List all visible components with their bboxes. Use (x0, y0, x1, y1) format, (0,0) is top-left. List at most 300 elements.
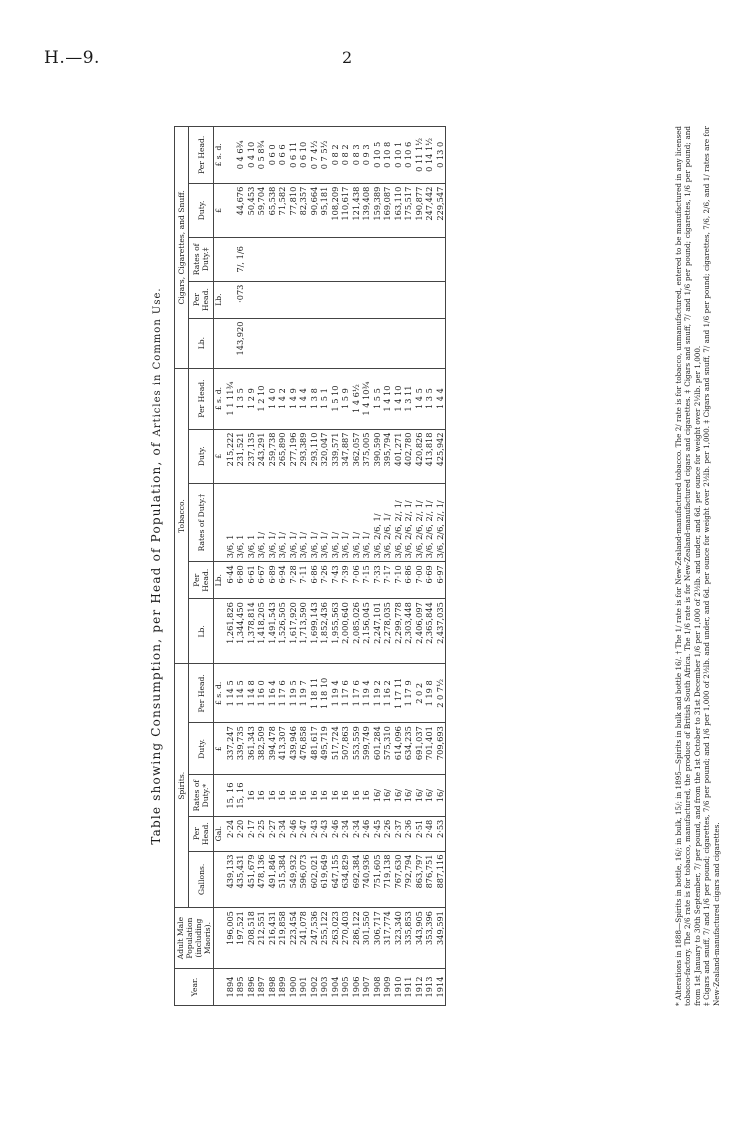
table-cell: 16/ (382, 775, 393, 816)
table-cell: 2·27 (267, 816, 278, 851)
table-cell: 1 1 11¾ (225, 368, 236, 429)
col-tobacco-duty: Duty. (189, 429, 214, 483)
table-cell (330, 281, 341, 318)
table-title-main: Table showing Consumption, per Head of Population, of (149, 441, 163, 845)
table-cell: 1898 (267, 969, 278, 1006)
unit-pound: £ (214, 429, 225, 483)
table-cell: 1 4 6½ (351, 368, 362, 429)
table-cell: 2·26 (382, 816, 393, 851)
table-cell (309, 238, 320, 282)
table-cell: 1911 (403, 969, 414, 1006)
table-cell: 575,310 (382, 723, 393, 775)
table-cell: 1902 (309, 969, 320, 1006)
table-cell: 2·43 (319, 816, 330, 851)
table-cell: 6·89 (267, 562, 278, 599)
table-cell: 190,877 (414, 183, 425, 237)
table-cell (372, 318, 383, 368)
table-title-tail: Articles in Common Use. (152, 287, 163, 437)
table-cell: 2·53 (435, 816, 446, 851)
table-cell (403, 318, 414, 368)
col-tobacco-per-head: Per Head. (189, 562, 214, 599)
table-cell (330, 318, 341, 368)
table-cell (414, 318, 425, 368)
table-cell: 16/ (372, 775, 383, 816)
table-cell: 3/6, 2/6, 1/ (382, 483, 393, 561)
table-cell: 6·61 (246, 562, 257, 599)
table-cell: 1907 (361, 969, 372, 1006)
table-cell: 3/6, 1/ (256, 483, 267, 561)
table-cell: 259,738 (267, 429, 278, 483)
table-cell: 1905 (340, 969, 351, 1006)
table-cell: 0 10 1 (393, 127, 404, 184)
table-row (340, 127, 351, 1006)
table-cell: 0 10 6 (403, 127, 414, 184)
table-cell: 1 16 0 (256, 664, 267, 723)
table-cell: 59,704 (256, 183, 267, 237)
table-cell: 231,521 (235, 429, 246, 483)
table-cell: 1,526,505 (277, 599, 288, 664)
table-cell: 2,247,101 (372, 599, 383, 664)
units-row (214, 127, 225, 1006)
table-cell: 1906 (351, 969, 362, 1006)
table-cell: 208,518 (246, 908, 257, 969)
table-cell: 2·37 (393, 816, 404, 851)
table-cell: 196,005 (225, 908, 236, 969)
table-cell: 3/6, 1/ (298, 483, 309, 561)
table-cell: 1,261,826 (225, 599, 236, 664)
table-cell: 6·86 (403, 562, 414, 599)
table-cell (256, 318, 267, 368)
table-cell: 110,617 (340, 183, 351, 237)
table-cell: 71,582 (277, 183, 288, 237)
table-cell (382, 238, 393, 282)
table-row (235, 127, 246, 1006)
table-cell (309, 281, 320, 318)
table-cell: 215,222 (225, 429, 236, 483)
table-cell (319, 238, 330, 282)
table-cell: 320,047 (319, 429, 330, 483)
table-cell: 375,005 (361, 429, 372, 483)
table-cell: 7·33 (372, 562, 383, 599)
table-cell: 1 3 8 (309, 368, 320, 429)
table-cell: 2·24 (225, 816, 236, 851)
table-cell (414, 238, 425, 282)
table-cell: 3/6, 1/ (288, 483, 299, 561)
table-cell (372, 238, 383, 282)
table-row (288, 127, 299, 1006)
table-cell: 361,343 (246, 723, 257, 775)
table-cell (277, 281, 288, 318)
table-row (330, 127, 341, 1006)
col-spirits-per-head: Per Head. (189, 816, 214, 851)
page-number: 2 (342, 48, 353, 67)
unit-lsd: £ s. d. (214, 664, 225, 723)
table-cell: 7·11 (298, 562, 309, 599)
table-cell: 1894 (225, 969, 236, 1006)
table-cell: 701,401 (424, 723, 435, 775)
table-row (414, 127, 425, 1006)
table-cell (298, 318, 309, 368)
table-cell (288, 318, 299, 368)
table-cell: 507,863 (340, 723, 351, 775)
table-cell (424, 318, 435, 368)
table-cell (424, 238, 435, 282)
table-cell: 709,693 (435, 723, 446, 775)
table-cell (340, 281, 351, 318)
group-tobacco: Tobacco. (175, 368, 189, 664)
table-cell: 1 19 2 (372, 664, 383, 723)
table-cell: 1900 (288, 969, 299, 1006)
table-cell: 3/6, 1/ (309, 483, 320, 561)
table-cell: 3/6, 2/6, 2/, 1/ (424, 483, 435, 561)
table-cell: 108,209 (330, 183, 341, 237)
table-cell: 2·46 (330, 816, 341, 851)
table-cell: 1 4 10 (393, 368, 404, 429)
table-cell: 751,605 (372, 851, 383, 908)
table-cell: 1903 (319, 969, 330, 1006)
unit-lsd: £ s. d. (214, 368, 225, 429)
table-cell: 7·39 (340, 562, 351, 599)
table-cell (340, 318, 351, 368)
table-cell: 7·15 (361, 562, 372, 599)
table-cell (288, 281, 299, 318)
table-cell: 3/6, 2/6, 2/, 1/ (393, 483, 404, 561)
table-cell (340, 238, 351, 282)
table-cell: 159,389 (372, 183, 383, 237)
table-cell: 277,196 (288, 429, 299, 483)
table-cell: 16 (288, 775, 299, 816)
col-tobacco-rates: Rates of Duty.† (189, 483, 214, 561)
table-cell (288, 238, 299, 282)
table-cell (309, 318, 320, 368)
table-cell: 2·34 (340, 816, 351, 851)
document-id: H.—9. (44, 48, 100, 68)
table-cell: 1 14 5 (235, 664, 246, 723)
table-cell (256, 238, 267, 282)
table-cell (225, 318, 236, 368)
table-cell: 740,936 (361, 851, 372, 908)
table-cell: 353,396 (424, 908, 435, 969)
table-cell: 2,365,844 (424, 599, 435, 664)
table-cell: 478,136 (256, 851, 267, 908)
table-cell: 1 18 11 (309, 664, 320, 723)
table-cell: 1897 (256, 969, 267, 1006)
table-cell: 3/6, 2/6, 2/, 1/ (414, 483, 425, 561)
table-cell: 887,116 (435, 851, 446, 908)
table-cell: 0 9 3 (361, 127, 372, 184)
table-cell: 16 (298, 775, 309, 816)
table-cell: 0 7 4½ (309, 127, 320, 184)
table-row (382, 127, 393, 1006)
table-cell (256, 281, 267, 318)
table-cell (267, 318, 278, 368)
table-cell: 15, 16 (225, 775, 236, 816)
table-cell: 647,155 (330, 851, 341, 908)
table-cell: 1,713,590 (298, 599, 309, 664)
table-cell: 3/6, 2/6, 1/ (372, 483, 383, 561)
table-cell: 16 (277, 775, 288, 816)
table-cell: 0 5 8¾ (256, 127, 267, 184)
table-cell (435, 318, 446, 368)
table-cell: 0 8 2 (340, 127, 351, 184)
table-cell: 395,794 (382, 429, 393, 483)
unit-gal: Gal. (214, 816, 225, 851)
table-cell: 1 4 0 (267, 368, 278, 429)
table-cell: 339,571 (330, 429, 341, 483)
table-row (319, 127, 330, 1006)
table-cell: 2,406,097 (414, 599, 425, 664)
table-cell: 16/ (393, 775, 404, 816)
table-cell: 1 19 8 (424, 664, 435, 723)
table-cell: 1 5 1 (319, 368, 330, 429)
table-cell: 1 5 10 (330, 368, 341, 429)
table-cell: 1 4 2 (277, 368, 288, 429)
table-cell: 602,021 (309, 851, 320, 908)
table-cell (393, 318, 404, 368)
table-cell: 347,887 (340, 429, 351, 483)
table-cell: 1 5 9 (340, 368, 351, 429)
table-cell: 476,858 (298, 723, 309, 775)
table-cell: 1 17 9 (403, 664, 414, 723)
table-cell: 1 14 8 (246, 664, 257, 723)
table-cell: 16 (309, 775, 320, 816)
table-cell (403, 238, 414, 282)
table-cell (267, 281, 278, 318)
table-cell: 2·17 (246, 816, 257, 851)
table-cell (319, 281, 330, 318)
table-cell: 1 19 7 (298, 664, 309, 723)
table-cell: 1,491,543 (267, 599, 278, 664)
table-cell: 337,247 (225, 723, 236, 775)
table-row (403, 127, 414, 1006)
table-cell: 599,749 (361, 723, 372, 775)
table-cell: 6·80 (235, 562, 246, 599)
table-row (277, 127, 288, 1006)
table-cell: 0 7 5½ (319, 127, 330, 184)
col-spirits-gallons: Gallons. (189, 851, 214, 908)
col-spirits-duty: Duty. (189, 723, 214, 775)
table-cell: 1 4 4 (435, 368, 446, 429)
table-cell: 481,617 (309, 723, 320, 775)
table-cell: 0 4 6¾ (235, 127, 246, 184)
table-cell: 451,679 (246, 851, 257, 908)
table-cell: 7·00 (414, 562, 425, 599)
table-cell: 3/6, 2/6, 2/, 1/ (435, 483, 446, 561)
table-cell: 1896 (246, 969, 257, 1006)
table-cell: 7·43 (330, 562, 341, 599)
table-cell (277, 318, 288, 368)
table-cell: 293,389 (298, 429, 309, 483)
table-row (225, 127, 236, 1006)
table-cell: 439,133 (225, 851, 236, 908)
table-cell: 247,536 (309, 908, 320, 969)
table-cell: 139,408 (361, 183, 372, 237)
table-cell: 2,156,045 (361, 599, 372, 664)
table-cell: 1908 (372, 969, 383, 1006)
table-cell: 1,378,814 (246, 599, 257, 664)
table-cell: 50,453 (246, 183, 257, 237)
table-cell (225, 238, 236, 282)
table-cell: 143,920 (235, 318, 246, 368)
table-cell (361, 318, 372, 368)
table-cell: 6·86 (309, 562, 320, 599)
table-cell: 1 17 6 (277, 664, 288, 723)
table-cell: 3/6, 2/6, 2/, 1/ (403, 483, 414, 561)
table-cell: 1,699,143 (309, 599, 320, 664)
unit-lsd: £ s. d. (214, 127, 225, 184)
table-cell: 349,591 (435, 908, 446, 969)
table-cell (225, 183, 236, 237)
col-cigars-duty: Duty. (189, 183, 214, 237)
table-cell: 237,135 (246, 429, 257, 483)
table-cell: 0 6 10 (298, 127, 309, 184)
table-cell: 247,442 (424, 183, 435, 237)
table-cell: 2·46 (361, 816, 372, 851)
table-cell: 1,955,563 (330, 599, 341, 664)
group-spirits: Spirits. (175, 664, 189, 908)
table-cell: 1 14 5 (225, 664, 236, 723)
table-cell: 65,538 (267, 183, 278, 237)
table-cell (382, 281, 393, 318)
table-row (424, 127, 435, 1006)
table-cell (277, 238, 288, 282)
table-row (298, 127, 309, 1006)
table-cell (424, 281, 435, 318)
table-cell: 691,037 (414, 723, 425, 775)
table-cell: 16 (340, 775, 351, 816)
table-cell: 15, 16 (235, 775, 246, 816)
table-cell: 6·94 (277, 562, 288, 599)
table-cell: 2·46 (288, 816, 299, 851)
table-cell (351, 281, 362, 318)
table-cell: 229,547 (435, 183, 446, 237)
table-cell: 1904 (330, 969, 341, 1006)
table-cell: 301,550 (361, 908, 372, 969)
table-cell: 1,344,450 (235, 599, 246, 664)
table-cell: 390,590 (372, 429, 383, 483)
table-cell: 3/6, 1/ (330, 483, 341, 561)
table-cell (435, 238, 446, 282)
unit-lb: Lb. (214, 281, 225, 318)
table-cell (435, 281, 446, 318)
col-population: Adult Male Population (including Maoris). (175, 908, 214, 969)
table-cell: 382,509 (256, 723, 267, 775)
table-cell: 0 10 8 (382, 127, 393, 184)
table-cell: 413,307 (277, 723, 288, 775)
table-cell: 6·44 (225, 562, 236, 599)
table-cell: 402,780 (403, 429, 414, 483)
table-cell: 317,774 (382, 908, 393, 969)
table-cell (361, 281, 372, 318)
table-cell (330, 238, 341, 282)
table-row (393, 127, 404, 1006)
table-cell (225, 127, 236, 184)
table-cell: 2·25 (256, 816, 267, 851)
table-cell (246, 281, 257, 318)
table-cell: 241,078 (298, 908, 309, 969)
unit-pound: £ (214, 723, 225, 775)
table-cell: 692,384 (351, 851, 362, 908)
table-cell: 16/ (403, 775, 414, 816)
table-cell: 2·36 (403, 816, 414, 851)
table-cell: 1,418,205 (256, 599, 267, 664)
table-cell: 7·06 (351, 562, 362, 599)
table-cell: 16 (330, 775, 341, 816)
table-cell: 0 11 1½ (414, 127, 425, 184)
table-cell: 265,890 (277, 429, 288, 483)
table-cell: 6·97 (435, 562, 446, 599)
table-cell: 243,291 (256, 429, 267, 483)
table-cell: 1 17 6 (340, 664, 351, 723)
table-cell: 1 2 10 (256, 368, 267, 429)
table-cell: 1 19 4 (330, 664, 341, 723)
table-cell: 1910 (393, 969, 404, 1006)
table-cell: 2,000,640 (340, 599, 351, 664)
table-cell: 216,431 (267, 908, 278, 969)
table-cell: 263,023 (330, 908, 341, 969)
table-cell: 197,521 (235, 908, 246, 969)
table-cell (403, 281, 414, 318)
rotated-table-block (146, 126, 746, 1006)
table-cell: 3/6, 1/ (361, 483, 372, 561)
col-tobacco-lb: Lb. (189, 599, 214, 664)
table-cell: 2·34 (351, 816, 362, 851)
consumption-table (174, 126, 446, 1006)
table-cell: 619,649 (319, 851, 330, 908)
table-cell: 16 (267, 775, 278, 816)
table-row (372, 127, 383, 1006)
table-cell: 1 18 10 (319, 664, 330, 723)
table-cell: 1 16 2 (382, 664, 393, 723)
table-cell: 1 4 9 (288, 368, 299, 429)
table-cell: 7·26 (319, 562, 330, 599)
table-cell: 425,942 (435, 429, 446, 483)
table-row (361, 127, 372, 1006)
table-cell: 435,431 (235, 851, 246, 908)
table-cell: 2,437,035 (435, 599, 446, 664)
table-cell (414, 281, 425, 318)
table-cell: 335,853 (403, 908, 414, 969)
table-cell: 0 13 0 (435, 127, 446, 184)
table-cell (393, 281, 404, 318)
table-cell: 7·17 (382, 562, 393, 599)
table-cell: 2·51 (414, 816, 425, 851)
table-cell: 1,852,436 (319, 599, 330, 664)
table-cell: 1 19 5 (288, 664, 299, 723)
table-cell: 0 14 1½ (424, 127, 435, 184)
table-cell: 306,717 (372, 908, 383, 969)
table-cell: 163,110 (393, 183, 404, 237)
table-cell: 3/6, 1/ (319, 483, 330, 561)
table-cell: 0 6 6 (277, 127, 288, 184)
table-cell: 1895 (235, 969, 246, 1006)
table-cell (351, 318, 362, 368)
table-cell: 601,284 (372, 723, 383, 775)
table-cell: 219,858 (277, 908, 288, 969)
table-cell (393, 238, 404, 282)
table-cell: 1,617,920 (288, 599, 299, 664)
footnotes (674, 126, 721, 1006)
table-cell: 1 17 6 (351, 664, 362, 723)
table-cell: 2·20 (235, 816, 246, 851)
table-row (246, 127, 257, 1006)
unit-pound: £ (214, 183, 225, 237)
table-cell: 876,751 (424, 851, 435, 908)
table-cell: 82,357 (298, 183, 309, 237)
table-cell: 394,478 (267, 723, 278, 775)
table-cell: 270,403 (340, 908, 351, 969)
table-cell: 2,085,026 (351, 599, 362, 664)
